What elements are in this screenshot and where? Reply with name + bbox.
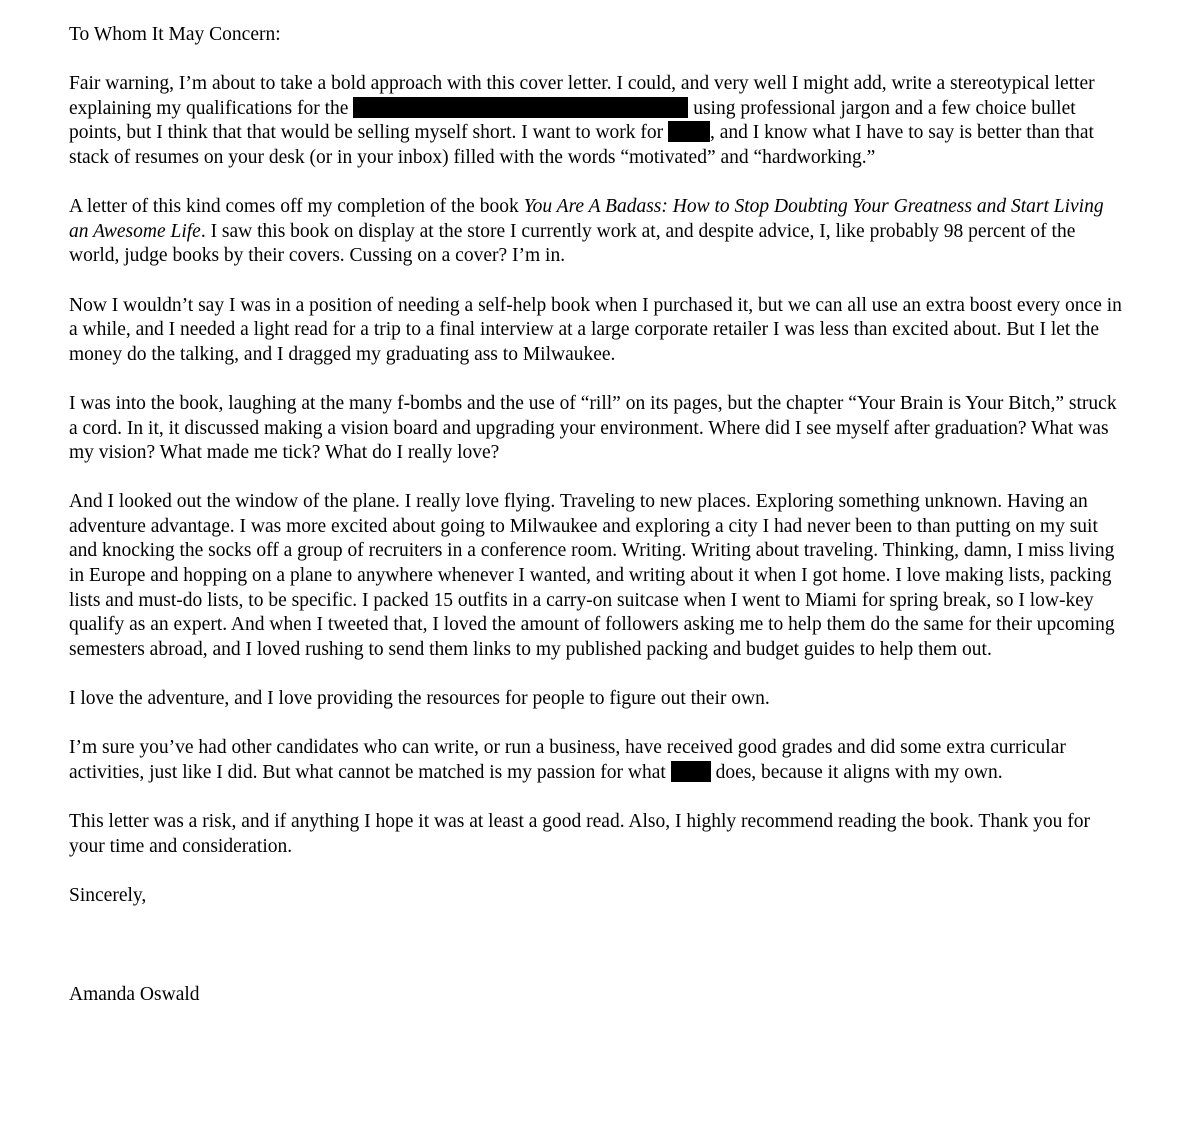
p-love-adventure <box>69 687 1122 712</box>
text-run: And I looked out the window of the plane. I really love flying. Traveling to new places. Exploring something unknown. Having an adventure advantage. I was more excited about going to Milwaukee and exploring a city I had never been to than putting on my suit and knocking the socks off a group of recruiters in a conference room. Writing. Writing about traveling. Thinking, damn, I miss living in Europe and hopping on a plane to anywhere whenever I wanted, and writing about it when I got home. I love making lists, packing lists and must-do lists, to be specific. I packed 15 outfits in a carry-on suitcase when I went to Miami for spring break, so I low-key qualify as an expert. And when I tweeted that, I loved the amount of followers asking me to help them do the same for their upcoming semesters abroad, and I loved rushing to send them links to my published packing and budget guides to help them out. <box>69 491 1115 660</box>
text-run: I love the adventure, and I love providing the resources for people to figure out their own. <box>69 688 770 710</box>
text-run: I was into the book, laughing at the many f-bombs and the use of “rill” on its pages, but the chapter “Your Brain is Your Bitch,” struck a cord. In it, it discussed making a vision board and upgrading your environment. Where did I see myself after graduation? What was my vision? What made me tick? What do I really love? <box>69 392 1117 464</box>
closing <box>69 884 1122 909</box>
p-other-candidates <box>69 736 1122 785</box>
text-run: using professional jargon and a few choice bullet points, but I think that that would be selling myself short. I want to work for <box>69 97 1076 144</box>
text-run: , and I know what I have to say is better than that stack of resumes on your desk (or in your inbox) filled with the words “motivated” and “hardworking.” <box>69 122 1094 168</box>
text-run: Sincerely, <box>69 884 147 906</box>
text-run: This letter was a risk, and if anything I hope it was at least a good read. Also, I highly recommend reading the book. Thank you for your time and consideration. <box>69 811 1090 857</box>
book-title-italic: You Are A Badass: How to Stop Doubting Your Greatness and Start Living an Awesome Life <box>69 196 1104 242</box>
redaction-bar <box>668 121 710 142</box>
text-run: Now I wouldn’t say I was in a position of needing a self-help book when I purchased it, but we can all use an extra boost every once in a while, and I needed a light read for a trip to a final interview at a large corporate retailer I was less than excited about. But I let the money do the talking, and I dragged my graduating ass to Milwaukee. <box>69 294 1122 365</box>
letter-body <box>69 23 1122 1008</box>
p-letter-risk <box>69 810 1122 859</box>
text-run: Fair warning, I’m about to take a bold approach with this cover letter. I could, and very well I might add, write a stereotypical letter explaining my qualifications for the <box>69 73 1095 119</box>
p-book-completion <box>69 195 1122 269</box>
redaction-bar <box>671 761 711 782</box>
p-window-plane <box>69 490 1122 662</box>
p-self-help <box>69 294 1122 368</box>
text-run: To Whom It May Concern: <box>69 24 281 45</box>
text-run: A letter of this kind comes off my completion of the book <box>69 196 524 218</box>
signature-name <box>69 983 1122 1008</box>
p-into-the-book <box>69 392 1122 466</box>
text-run: . I saw this book on display at the store I currently work at, and despite advice, I, like probably 98 percent of the world, judge books by their covers. Cussing on a cover? I’m in. <box>69 220 1076 267</box>
redaction-bar <box>353 97 688 118</box>
text-run: I’m sure you’ve had other candidates who can write, or run a business, have received good grades and did some extra curricular activities, just like I did. But what cannot be matched is my passion for what <box>69 737 1066 783</box>
p-fair-warning <box>69 72 1122 170</box>
text-run: Amanda Oswald <box>69 984 200 1006</box>
salutation <box>69 23 1122 48</box>
text-run: does, because it aligns with my own. <box>710 761 1003 783</box>
